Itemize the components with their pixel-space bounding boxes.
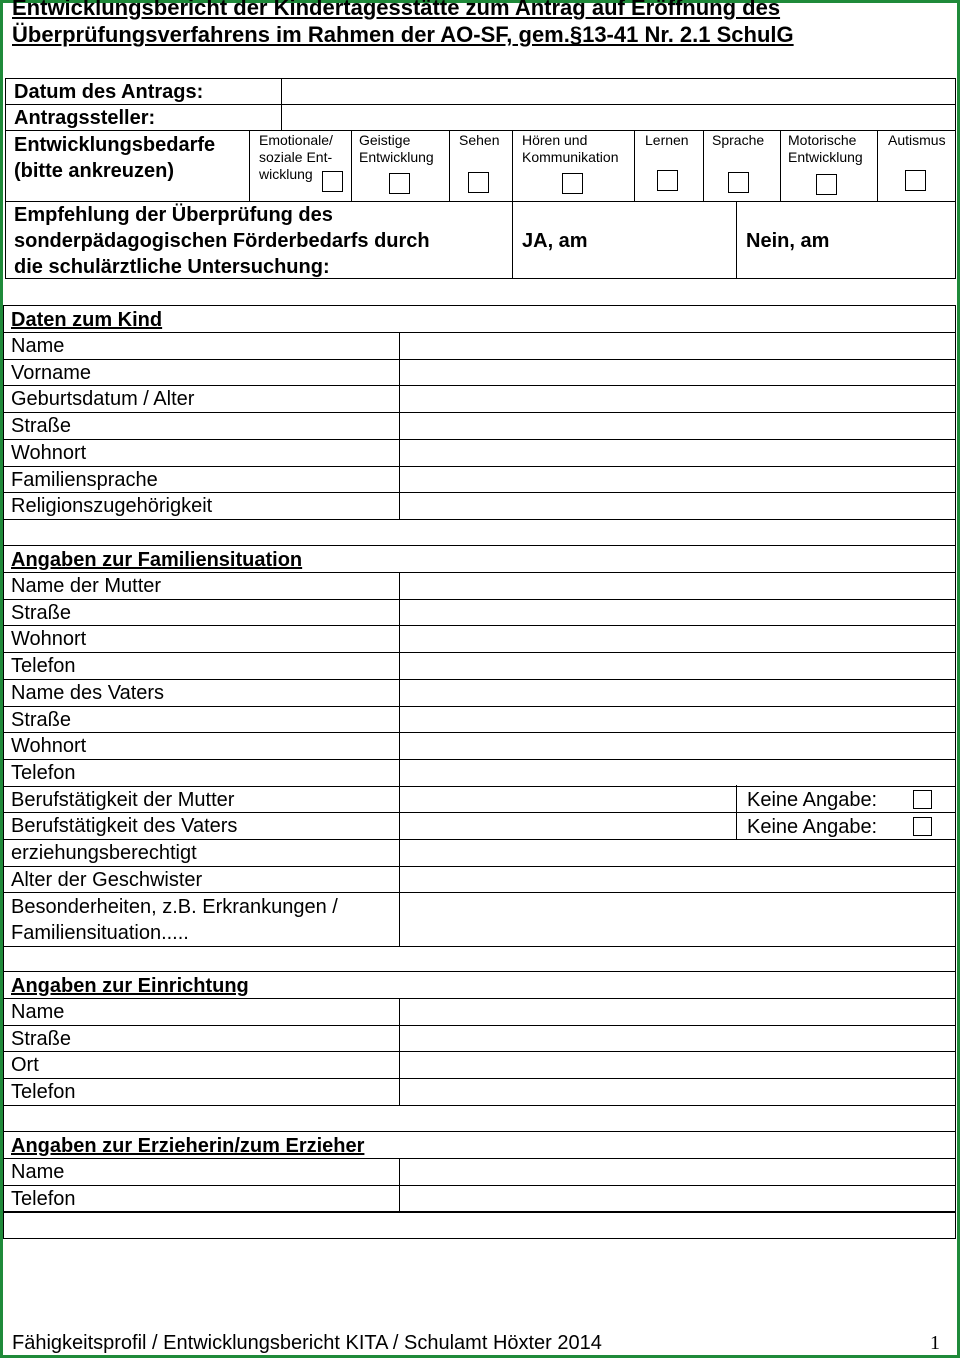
need-emotional-checkbox[interactable]	[322, 171, 343, 192]
field-label: Name der Mutter	[11, 575, 162, 597]
date-of-application-field[interactable]	[283, 80, 955, 103]
field-input[interactable]	[400, 413, 955, 438]
section-heading-family: Angaben zur Familiensituation	[11, 549, 303, 571]
no-answer-label: Keine Angabe:	[747, 789, 878, 811]
column-divider	[399, 332, 400, 519]
field-label: Wohnort	[11, 441, 87, 464]
field-input[interactable]	[400, 440, 955, 465]
row-divider	[3, 519, 956, 520]
field-label: Berufstätigkeit des Vaters	[11, 815, 238, 838]
field-label: erziehungsberechtigt	[11, 842, 197, 864]
applicant-field[interactable]	[283, 106, 955, 129]
field-input[interactable]	[400, 707, 955, 732]
field-label: Name des Vaters	[11, 681, 165, 704]
footer-text: Fähigkeitsprofil / Entwicklungsbericht KITA / Schulamt Höxter 2014	[12, 1332, 602, 1354]
field-label: Telefon	[11, 1081, 76, 1104]
need-learning-label: Lernen	[645, 132, 689, 148]
field-input[interactable]	[400, 653, 955, 678]
need-learning-checkbox[interactable]	[657, 170, 678, 191]
field-input[interactable]	[400, 467, 955, 492]
title-line-2: Überprüfungsverfahrens im Rahmen der AO-SF, gem.§13-41 Nr. 2.1 SchulG	[12, 22, 794, 47]
field-label: Wohnort	[11, 628, 87, 651]
row-divider	[3, 1131, 956, 1132]
field-label: Geburtsdatum / Alter	[11, 388, 195, 411]
field-label: Telefon	[11, 1187, 76, 1210]
mother-no-answer-checkbox[interactable]	[913, 790, 932, 809]
recommendation-label: Empfehlung der Überprüfung des sonderpädagogischen Förderbedarfs durch die schulärztliche Untersuchung:	[14, 204, 430, 278]
recommendation-no-label: Nein, am	[746, 230, 830, 252]
field-input[interactable]	[400, 1052, 955, 1077]
field-label: Name	[11, 335, 65, 357]
section-heading-educator: Angaben zur Erzieherin/zum Erzieher	[11, 1135, 365, 1157]
field-label: Religionszugehörigkeit	[11, 495, 213, 518]
field-input[interactable]	[400, 867, 955, 892]
field-label: Straße	[11, 1027, 72, 1050]
row-divider	[3, 946, 956, 947]
need-emotional-label: Emotionale/ soziale Ent- wicklung	[259, 132, 333, 182]
page-number: 1	[930, 1332, 940, 1354]
field-label: Wohnort	[11, 735, 87, 758]
field-label: Straße	[11, 708, 72, 731]
field-input[interactable]	[400, 600, 955, 625]
applicant-label: Antragssteller:	[14, 107, 156, 129]
need-vision-label: Sehen	[459, 132, 500, 148]
field-input[interactable]	[400, 360, 955, 385]
field-input[interactable]	[400, 999, 955, 1024]
row-divider	[3, 545, 956, 546]
field-input[interactable]	[400, 733, 955, 758]
need-vision-checkbox[interactable]	[468, 172, 489, 193]
field-label: Berufstätigkeit der Mutter	[11, 788, 235, 811]
section-heading-institution: Angaben zur Einrichtung	[11, 975, 249, 997]
field-input[interactable]	[400, 333, 955, 358]
need-cognitive-label: Geistige Entwicklung	[359, 132, 434, 165]
special-notes-field[interactable]	[400, 893, 955, 945]
field-label: Telefon	[11, 761, 76, 784]
need-motor-label: Motorische Entwicklung	[788, 132, 863, 165]
field-input[interactable]	[400, 1079, 955, 1104]
field-label: Vorname	[11, 361, 92, 384]
field-label: Name	[11, 1001, 65, 1023]
need-language-label: Sprache	[712, 132, 765, 148]
field-label: Ort	[11, 1054, 39, 1077]
father-no-answer-checkbox[interactable]	[913, 817, 932, 836]
field-input[interactable]	[400, 760, 955, 785]
row-divider	[3, 1105, 956, 1106]
field-label: Straße	[11, 415, 72, 438]
field-label: Telefon	[11, 655, 76, 678]
field-input[interactable]	[400, 1159, 955, 1184]
need-language-checkbox[interactable]	[728, 172, 749, 193]
field-input[interactable]	[400, 573, 955, 598]
special-notes-label: Besonderheiten, z.B. Erkrankungen / Familiensituation.....	[11, 896, 338, 944]
column-divider	[399, 572, 400, 892]
column-divider	[399, 998, 400, 1105]
need-autism-checkbox[interactable]	[905, 170, 926, 191]
row-divider	[3, 1212, 956, 1213]
field-input[interactable]	[400, 493, 955, 518]
field-input[interactable]	[400, 386, 955, 411]
need-hearing-label: Hören und Kommunikation	[522, 132, 619, 165]
field-label: Familiensprache	[11, 468, 158, 491]
need-cognitive-checkbox[interactable]	[389, 173, 410, 194]
no-answer-label: Keine Angabe:	[747, 816, 878, 838]
development-needs-label: Entwicklungsbedarfe	[14, 134, 216, 156]
section-heading-child: Daten zum Kind	[11, 309, 163, 331]
field-input[interactable]	[400, 680, 955, 705]
field-input[interactable]	[400, 1186, 955, 1211]
field-input[interactable]	[400, 840, 955, 865]
need-autism-label: Autismus	[888, 132, 946, 148]
title-line-1: Entwicklungsbericht der Kindertagesstätte zum Antrag auf Eröffnung des	[12, 0, 781, 20]
need-motor-checkbox[interactable]	[816, 174, 837, 195]
field-input[interactable]	[400, 1026, 955, 1051]
field-input[interactable]	[400, 626, 955, 651]
row-divider	[3, 971, 956, 972]
document-title	[12, 0, 794, 48]
tick-instruction-label: (bitte ankreuzen)	[14, 160, 175, 182]
field-label: Straße	[11, 601, 72, 624]
field-label: Alter der Geschwister	[11, 868, 203, 891]
field-label: Name	[11, 1161, 65, 1183]
recommendation-yes-label: JA, am	[522, 230, 588, 252]
column-divider	[399, 1158, 400, 1211]
date-of-application-label: Datum des Antrags:	[14, 81, 204, 103]
need-hearing-checkbox[interactable]	[562, 173, 583, 194]
